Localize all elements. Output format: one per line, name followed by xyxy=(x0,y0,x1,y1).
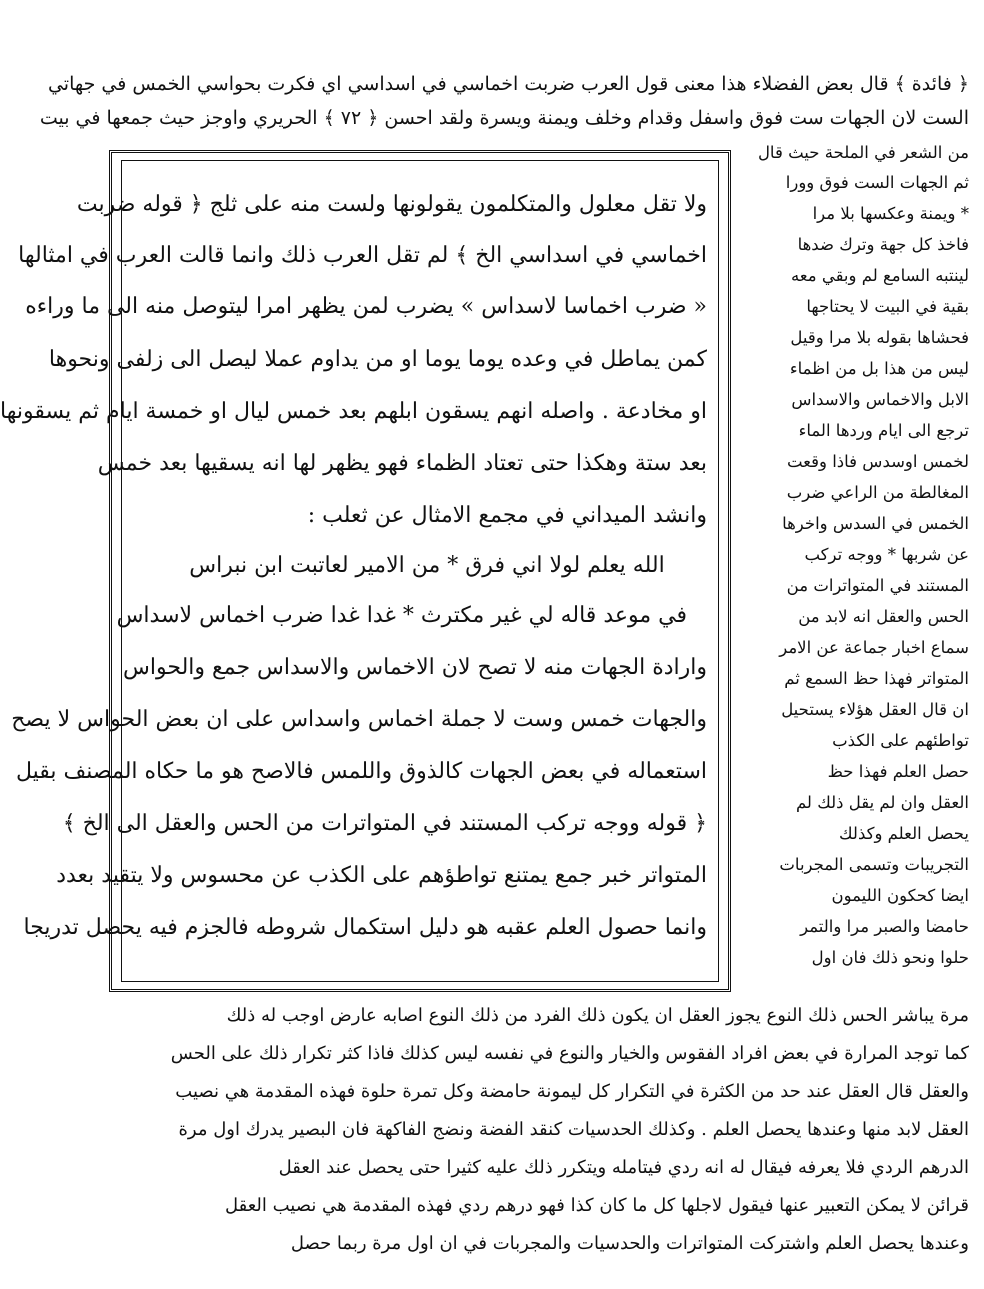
margin-line: ليس من هذا بل من اظماء xyxy=(789,359,969,378)
margin-line: سماع اخبار جماعة عن الامر xyxy=(779,638,969,657)
main-line: اخماسي في اسداسي الخ ﴾ لم تقل العرب ذلك وانما قالت العرب في امثالها xyxy=(18,243,707,268)
margin-line: حصل العلم فهذا حظ xyxy=(827,762,969,781)
header-line: ﴿ فائدة ﴾ قال بعض الفضلاء هذا معنى قول العرب ضربت اخماسي في اسداسي اي فكرت بحواسي الخمس في جهاتي xyxy=(47,73,969,95)
margin-line: الحس والعقل انه لابد من xyxy=(798,607,969,626)
margin-line: المتواتر فهذا حظ السمع ثم xyxy=(784,669,969,688)
margin-line: العقل وان لم يقل ذلك لم xyxy=(795,793,969,812)
footer-line: الدرهم الردي فلا يعرفه فيقال له انه ردي فيتامله ويتكرر ذلك عليه كثيرا حتى يحصل عند العقل xyxy=(278,1157,969,1178)
margin-line: ان قال العقل هؤلاء يستحيل xyxy=(781,700,969,719)
verse-line: في موعد قاله لي غير مكترث * غدا غدا ضرب اخماس لاسداس xyxy=(116,603,687,628)
margin-line: عن شربها * ووجه تركب xyxy=(804,545,969,564)
margin-line: التجريبات وتسمى المجربات xyxy=(779,855,969,874)
margin-line: حامضا والصبر مرا والتمر xyxy=(800,917,969,936)
main-line: استعماله في بعض الجهات كالذوق واللمس فالاصح هو ما حكاه المصنف بقيل xyxy=(15,759,707,784)
main-line: بعد ستة وهكذا حتى تعتاد الظماء فهو يظهر لها انه يسقيها بعد خمس xyxy=(97,451,707,476)
margin-line: يحصل العلم وكذلك xyxy=(839,824,969,843)
margin-line: * ويمنة وعكسها بلا مرا xyxy=(812,204,969,223)
margin-line: من الشعر في الملحة حيث قال xyxy=(757,143,969,162)
main-line: كمن يماطل في وعده يوما يوما او من يداوم عملا ليصل الى زلفى ونحوها xyxy=(48,347,707,372)
margin-line: تواطئهم على الكذب xyxy=(832,731,969,750)
margin-line: حلوا ونحو ذلك فان اول xyxy=(811,948,969,967)
margin-line: لينتبه السامع لم وبقي معه xyxy=(790,266,969,285)
margin-line: الابل والاخماس والاسداس xyxy=(791,390,969,409)
footer-line: كما توجد المرارة في بعض افراد الفقوس والخيار والنوع في نفسه ليس كذلك فاذا كثر تكرار ذلك على الحس xyxy=(170,1043,969,1064)
footer-line: قرائن لا يمكن التعبير عنها فيقول لاجلها كل ما كان كذا فهو درهم ردي فهذه المقدمة هي نصيب العقل xyxy=(224,1195,969,1216)
footer-line: العقل لابد منها وعندها يحصل العلم . وكذلك الحدسيات كنقد الفضة ونضج الفاكهة فان البصير يدرك اول مرة xyxy=(178,1119,969,1140)
margin-line: بقية في البيت لا يحتاجها xyxy=(806,297,969,316)
margin-line: ترجع الى ايام وردها الماء xyxy=(798,421,969,440)
main-line: وارادة الجهات منه لا تصح لان الاخماس والاسداس جمع والحواس xyxy=(123,655,707,680)
main-line: ولا تقل معلول والمتكلمون يقولونها ولست منه على ثلج ﴿ قوله ضربت xyxy=(76,192,707,217)
main-line: وانشد الميداني في مجمع الامثال عن ثعلب : xyxy=(307,503,707,528)
verse-line: الله يعلم لولا اني فرق * من الامير لعاتبت ابن نبراس xyxy=(189,553,665,578)
main-line: وانما حصول العلم عقبه هو دليل استكمال شروطه فالجزم فيه يحصل تدريجا xyxy=(23,915,707,940)
margin-line: المستند في المتواترات من xyxy=(786,576,969,595)
margin-line: الخمس في السدس واخرها xyxy=(782,514,969,533)
footer-line: مرة يباشر الحس ذلك النوع يجوز العقل ان يكون ذلك الفرد من ذلك النوع اصابه عارض اوجب له ذلك xyxy=(226,1005,969,1026)
margin-line: ايضا كحكون الليمون xyxy=(831,886,969,905)
footer-line: والعقل قال العقل عند حد من الكثرة في التكرار كل ليمونة حامضة وكل تمرة حلوة فهذه المقدمة هي نصيب xyxy=(175,1081,969,1102)
main-line: « ضرب اخماسا لاسداس » يضرب لمن يظهر امرا ليتوصل منه الى ما وراءه xyxy=(25,294,707,319)
main-line: المتواتر خبر جمع يمتنع تواطؤهم على الكذب عن محسوس ولا يتقيد بعدد xyxy=(56,863,707,888)
margin-line: لخمس اوسدس فاذا وقعت xyxy=(786,452,969,471)
main-line: ﴿ قوله ووجه تركب المستند في المتواترات من الحس والعقل الى الخ ﴾ xyxy=(62,811,707,836)
margin-line: المغالطة من الراعي ضرب xyxy=(786,483,969,502)
header-line: الست لان الجهات ست فوق واسفل وقدام وخلف ويمنة ويسرة ولقد احسن ﴿ ٧٢ ﴾ الحريري واوجز حيث جمعها في بيت xyxy=(39,107,969,129)
main-line: او مخادعة . واصله انهم يسقون ابلهم بعد خمس ليال او خمسة ايام ثم يسقونها xyxy=(0,399,707,424)
margin-line: ثم الجهات الست فوق وورا xyxy=(785,173,969,192)
margin-line: فاخذ كل جهة وترك ضدها xyxy=(797,235,969,254)
margin-line: فحشاها بقوله بلا مرا وقيل xyxy=(790,328,969,347)
footer-line: وعندها يحصل العلم واشتركت المتواترات والحدسيات والمجربات في ان اول مرة ربما حصل xyxy=(290,1233,969,1254)
main-line: والجهات خمس وست لا جملة اخماس واسداس على ان بعض الحواس لا يصح xyxy=(11,707,707,732)
